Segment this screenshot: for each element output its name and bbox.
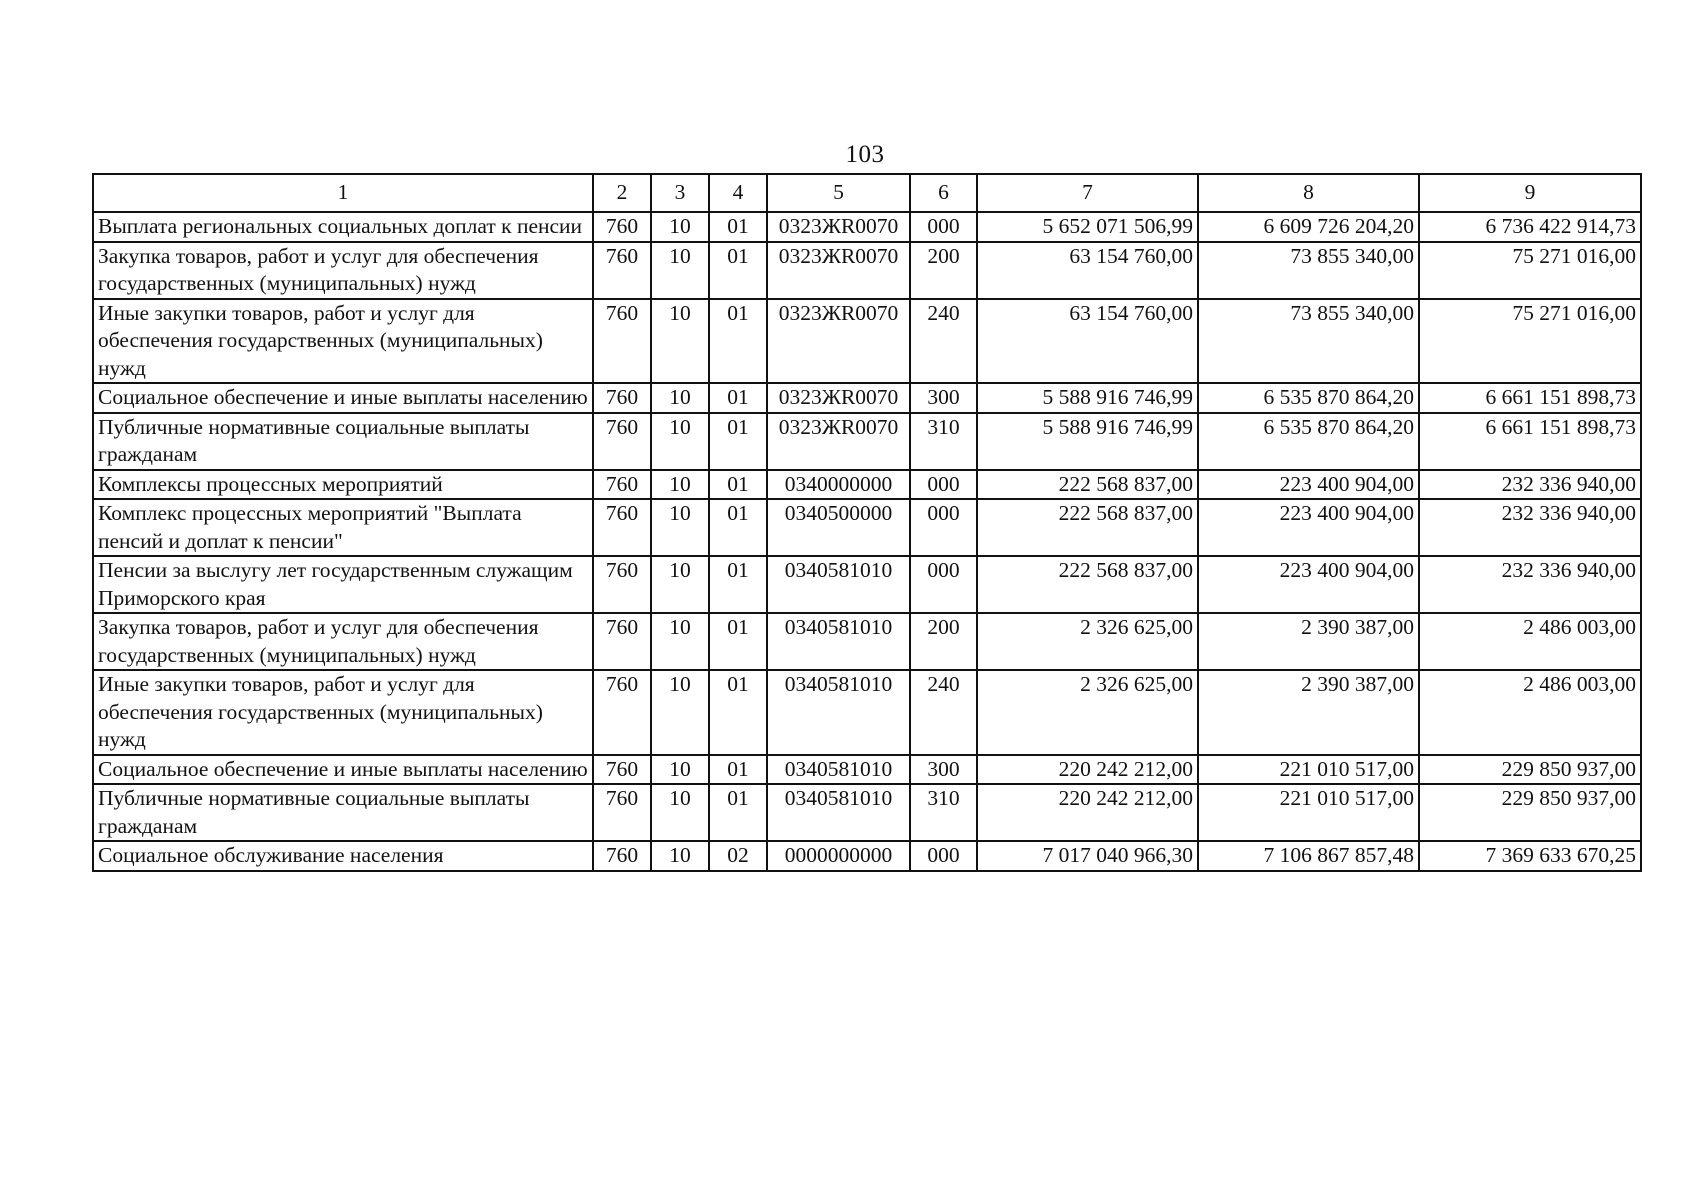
row-expense-type-cell: 000 [910, 470, 977, 500]
row-section-cell: 10 [651, 212, 709, 242]
row-amount-year3-cell: 232 336 940,00 [1419, 470, 1641, 500]
row-subsection-cell: 01 [709, 299, 767, 384]
row-code-cell: 760 [593, 212, 651, 242]
row-amount-year1-cell: 220 242 212,00 [977, 755, 1198, 785]
row-subsection-cell: 01 [709, 613, 767, 670]
row-amount-year1-cell: 220 242 212,00 [977, 784, 1198, 841]
row-expense-type-cell: 240 [910, 299, 977, 384]
row-target-cell: 0340500000 [767, 499, 910, 556]
row-section-cell: 10 [651, 470, 709, 500]
row-expense-type-cell: 300 [910, 383, 977, 413]
row-section-cell: 10 [651, 299, 709, 384]
header-cell-6: 6 [910, 174, 977, 212]
table-row [93, 670, 1641, 755]
row-subsection-cell: 01 [709, 383, 767, 413]
row-amount-year2-cell: 6 609 726 204,20 [1198, 212, 1419, 242]
row-target-cell: 0340581010 [767, 556, 910, 613]
row-subsection-cell: 01 [709, 556, 767, 613]
header-cell-5: 5 [767, 174, 910, 212]
row-expense-type-cell: 200 [910, 613, 977, 670]
table-row [93, 613, 1641, 670]
table-row [93, 242, 1641, 299]
row-expense-type-cell: 310 [910, 784, 977, 841]
row-name-cell: Социальное обеспечение и иные выплаты населению [93, 383, 593, 413]
row-subsection-cell: 01 [709, 470, 767, 500]
row-target-cell: 0340581010 [767, 784, 910, 841]
row-subsection-cell: 01 [709, 413, 767, 470]
row-expense-type-cell: 200 [910, 242, 977, 299]
table-row [93, 212, 1641, 242]
row-amount-year2-cell: 2 390 387,00 [1198, 670, 1419, 755]
table-row [93, 755, 1641, 785]
row-amount-year1-cell: 5 588 916 746,99 [977, 413, 1198, 470]
row-name-cell: Иные закупки товаров, работ и услуг для обеспечения государственных (муниципальных) нужд [93, 299, 593, 384]
header-cell-9: 9 [1419, 174, 1641, 212]
row-section-cell: 10 [651, 242, 709, 299]
row-amount-year2-cell: 7 106 867 857,48 [1198, 841, 1419, 871]
row-code-cell: 760 [593, 841, 651, 871]
row-section-cell: 10 [651, 613, 709, 670]
table-row [93, 556, 1641, 613]
row-expense-type-cell: 000 [910, 212, 977, 242]
row-amount-year3-cell: 7 369 633 670,25 [1419, 841, 1641, 871]
row-amount-year2-cell: 223 400 904,00 [1198, 499, 1419, 556]
row-amount-year1-cell: 7 017 040 966,30 [977, 841, 1198, 871]
row-subsection-cell: 01 [709, 784, 767, 841]
row-amount-year1-cell: 5 588 916 746,99 [977, 383, 1198, 413]
row-target-cell: 0340581010 [767, 670, 910, 755]
row-name-cell: Социальное обслуживание населения [93, 841, 593, 871]
row-expense-type-cell: 000 [910, 556, 977, 613]
header-row [93, 174, 1641, 212]
budget-table [92, 173, 1642, 872]
row-amount-year2-cell: 2 390 387,00 [1198, 613, 1419, 670]
row-section-cell: 10 [651, 670, 709, 755]
row-name-cell: Иные закупки товаров, работ и услуг для обеспечения государственных (муниципальных) нужд [93, 670, 593, 755]
row-name-cell: Закупка товаров, работ и услуг для обеспечения государственных (муниципальных) нужд [93, 613, 593, 670]
header-cell-7: 7 [977, 174, 1198, 212]
row-amount-year1-cell: 5 652 071 506,99 [977, 212, 1198, 242]
row-section-cell: 10 [651, 413, 709, 470]
row-target-cell: 0340581010 [767, 613, 910, 670]
row-amount-year3-cell: 6 736 422 914,73 [1419, 212, 1641, 242]
row-name-cell: Пенсии за выслугу лет государственным служащим Приморского края [93, 556, 593, 613]
row-amount-year3-cell: 229 850 937,00 [1419, 755, 1641, 785]
row-section-cell: 10 [651, 755, 709, 785]
row-expense-type-cell: 300 [910, 755, 977, 785]
row-amount-year3-cell: 6 661 151 898,73 [1419, 383, 1641, 413]
row-code-cell: 760 [593, 556, 651, 613]
row-code-cell: 760 [593, 242, 651, 299]
row-section-cell: 10 [651, 556, 709, 613]
row-target-cell: 0323ЖR0070 [767, 212, 910, 242]
row-target-cell: 0000000000 [767, 841, 910, 871]
row-section-cell: 10 [651, 499, 709, 556]
row-amount-year2-cell: 223 400 904,00 [1198, 470, 1419, 500]
row-target-cell: 0323ЖR0070 [767, 413, 910, 470]
header-cell-3: 3 [651, 174, 709, 212]
row-amount-year1-cell: 2 326 625,00 [977, 670, 1198, 755]
header-cell-1: 1 [93, 174, 593, 212]
row-name-cell: Социальное обеспечение и иные выплаты населению [93, 755, 593, 785]
row-code-cell: 760 [593, 413, 651, 470]
row-expense-type-cell: 000 [910, 499, 977, 556]
row-expense-type-cell: 000 [910, 841, 977, 871]
row-subsection-cell: 01 [709, 212, 767, 242]
row-name-cell: Публичные нормативные социальные выплаты гражданам [93, 784, 593, 841]
row-code-cell: 760 [593, 784, 651, 841]
row-amount-year1-cell: 222 568 837,00 [977, 470, 1198, 500]
row-section-cell: 10 [651, 383, 709, 413]
row-amount-year3-cell: 75 271 016,00 [1419, 242, 1641, 299]
row-subsection-cell: 02 [709, 841, 767, 871]
row-section-cell: 10 [651, 784, 709, 841]
row-target-cell: 0340581010 [767, 755, 910, 785]
row-subsection-cell: 01 [709, 670, 767, 755]
row-amount-year3-cell: 2 486 003,00 [1419, 613, 1641, 670]
table-row [93, 784, 1641, 841]
table-row [93, 383, 1641, 413]
header-cell-8: 8 [1198, 174, 1419, 212]
table-row [93, 413, 1641, 470]
row-code-cell: 760 [593, 470, 651, 500]
row-code-cell: 760 [593, 755, 651, 785]
row-code-cell: 760 [593, 383, 651, 413]
row-subsection-cell: 01 [709, 242, 767, 299]
row-code-cell: 760 [593, 670, 651, 755]
row-amount-year3-cell: 2 486 003,00 [1419, 670, 1641, 755]
header-cell-2: 2 [593, 174, 651, 212]
row-amount-year2-cell: 73 855 340,00 [1198, 242, 1419, 299]
table-row [93, 470, 1641, 500]
row-name-cell: Публичные нормативные социальные выплаты гражданам [93, 413, 593, 470]
row-amount-year3-cell: 232 336 940,00 [1419, 556, 1641, 613]
table-row [93, 499, 1641, 556]
row-amount-year1-cell: 222 568 837,00 [977, 499, 1198, 556]
row-amount-year1-cell: 63 154 760,00 [977, 242, 1198, 299]
row-amount-year2-cell: 6 535 870 864,20 [1198, 413, 1419, 470]
row-target-cell: 0323ЖR0070 [767, 299, 910, 384]
row-subsection-cell: 01 [709, 755, 767, 785]
table-body [93, 212, 1641, 871]
table-row [93, 299, 1641, 384]
row-amount-year3-cell: 6 661 151 898,73 [1419, 413, 1641, 470]
row-target-cell: 0323ЖR0070 [767, 242, 910, 299]
row-amount-year1-cell: 2 326 625,00 [977, 613, 1198, 670]
row-name-cell: Комплексы процессных мероприятий [93, 470, 593, 500]
row-name-cell: Комплекс процессных мероприятий "Выплата пенсий и доплат к пенсии" [93, 499, 593, 556]
row-expense-type-cell: 240 [910, 670, 977, 755]
row-amount-year2-cell: 223 400 904,00 [1198, 556, 1419, 613]
row-target-cell: 0340000000 [767, 470, 910, 500]
row-name-cell: Выплата региональных социальных доплат к пенсии [93, 212, 593, 242]
row-amount-year3-cell: 75 271 016,00 [1419, 299, 1641, 384]
row-target-cell: 0323ЖR0070 [767, 383, 910, 413]
row-name-cell: Закупка товаров, работ и услуг для обеспечения государственных (муниципальных) нужд [93, 242, 593, 299]
row-amount-year1-cell: 63 154 760,00 [977, 299, 1198, 384]
row-amount-year2-cell: 6 535 870 864,20 [1198, 383, 1419, 413]
row-section-cell: 10 [651, 841, 709, 871]
row-subsection-cell: 01 [709, 499, 767, 556]
header-cell-4: 4 [709, 174, 767, 212]
page-number: 103 [845, 141, 885, 168]
row-code-cell: 760 [593, 613, 651, 670]
row-code-cell: 760 [593, 299, 651, 384]
row-amount-year3-cell: 232 336 940,00 [1419, 499, 1641, 556]
row-amount-year1-cell: 222 568 837,00 [977, 556, 1198, 613]
row-amount-year2-cell: 221 010 517,00 [1198, 755, 1419, 785]
row-code-cell: 760 [593, 499, 651, 556]
row-amount-year2-cell: 73 855 340,00 [1198, 299, 1419, 384]
row-expense-type-cell: 310 [910, 413, 977, 470]
row-amount-year3-cell: 229 850 937,00 [1419, 784, 1641, 841]
row-amount-year2-cell: 221 010 517,00 [1198, 784, 1419, 841]
table-row [93, 841, 1641, 871]
